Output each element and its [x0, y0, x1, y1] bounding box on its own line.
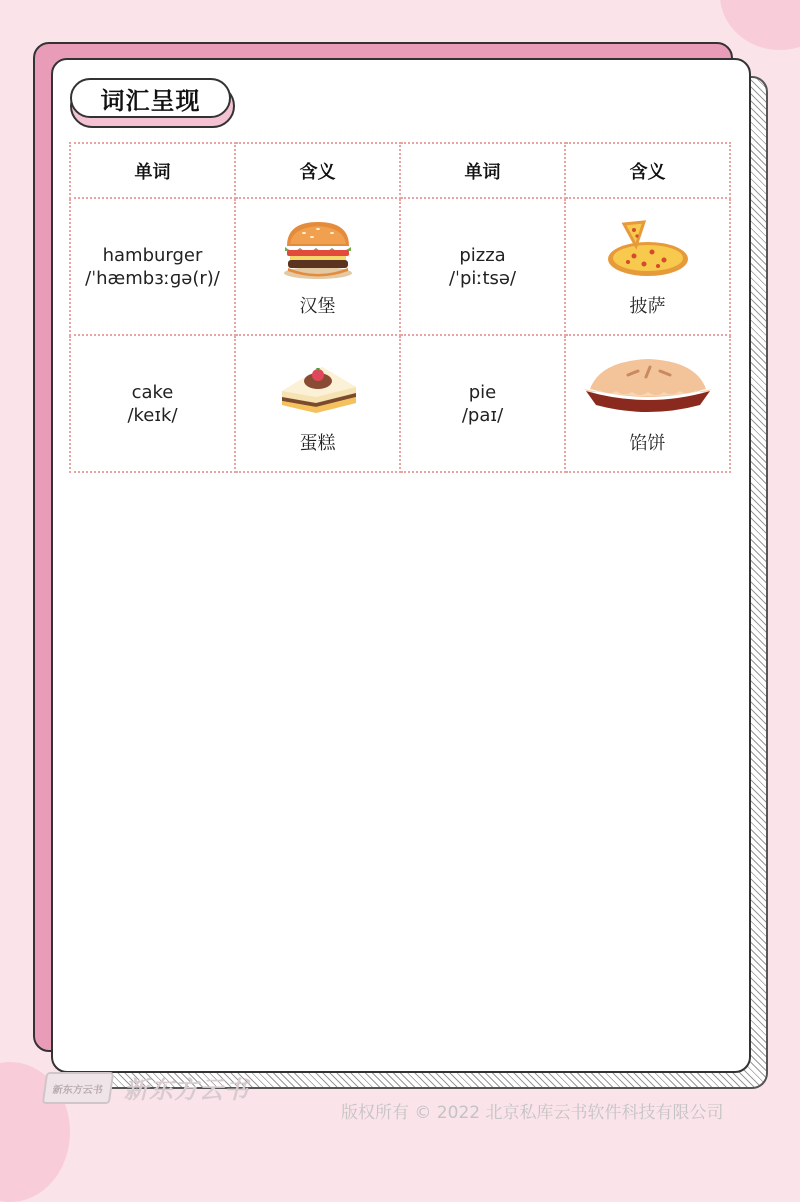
phonetic-text: /ˈpiːtsə/	[448, 267, 517, 289]
word-cell	[400, 198, 565, 335]
phonetic-text: /ˈhæmbɜːɡə(r)/	[85, 267, 220, 289]
meaning-cell	[565, 335, 730, 472]
phonetic-text: /keɪk/	[127, 404, 178, 426]
meaning-text: 披萨	[629, 295, 666, 317]
phonetic-text: /paɪ/	[461, 404, 504, 426]
word-text: hamburger	[102, 244, 203, 266]
word-cell	[70, 198, 235, 335]
meaning-text: 蛋糕	[299, 432, 336, 454]
brand-logo-box: 新东方云书	[42, 1072, 114, 1104]
brand-logo-text: 新东方云书	[124, 1076, 249, 1104]
meaning-cell	[235, 198, 400, 335]
header-meaning: 含义	[565, 143, 730, 198]
word-text: pizza	[459, 244, 506, 266]
hamburger-icon	[278, 216, 358, 282]
header-word: 单词	[70, 143, 235, 198]
vocabulary-table	[69, 142, 731, 473]
word-cell	[70, 335, 235, 472]
decorative-circle	[720, 0, 800, 50]
word-cell	[400, 335, 565, 472]
meaning-cell	[565, 198, 730, 335]
header-word: 单词	[400, 143, 565, 198]
meaning-text: 馅饼	[629, 432, 666, 454]
header-meaning: 含义	[235, 143, 400, 198]
meaning-text: 汉堡	[299, 295, 336, 317]
meaning-cell	[235, 335, 400, 472]
copyright-notice: 版权所有 © 2022 北京私库云书软件科技有限公司	[341, 1103, 724, 1123]
pizza-icon	[606, 216, 690, 282]
word-text: pie	[468, 381, 497, 403]
section-title: 词汇呈现	[70, 78, 231, 118]
table-row	[70, 198, 730, 335]
cake-icon	[276, 353, 360, 419]
table-row	[70, 335, 730, 472]
word-text: cake	[131, 381, 174, 403]
pie-icon	[580, 353, 716, 419]
section-title-badge	[70, 78, 233, 126]
table-header-row	[70, 143, 730, 198]
